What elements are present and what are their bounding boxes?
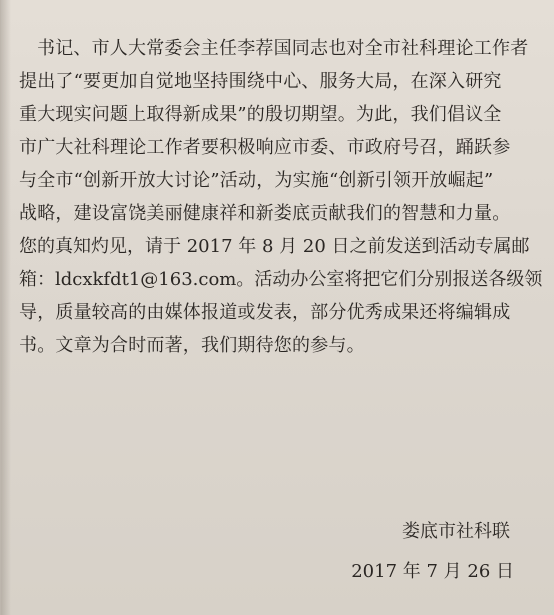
text-line: 战略，建设富饶美丽健康祥和新娄底贡献我们的智慧和力量。 xyxy=(19,203,511,224)
text-line: 箱：ldcxkfdt1@163.com。活动办公室将把它们分别报送各级领 xyxy=(19,269,543,290)
text-line: 您的真知灼见，请于 2017 年 8 月 20 日之前发送到活动专属邮 xyxy=(19,236,530,257)
text-line: 市广大社科理论工作者要积极响应市委、市政府号召，踊跃参 xyxy=(19,137,511,158)
text-line: 重大现实问题上取得新成果”的殷切期望。为此，我们倡议全 xyxy=(19,104,502,125)
text-line: 提出了“要更加自觉地坚持围绕中心、服务大局，在深入研究 xyxy=(19,71,502,92)
text-line: 书记、市人大常委会主任李荐国同志也对全市社科理论工作者 xyxy=(37,38,529,59)
signature-date: 2017 年 7 月 26 日 xyxy=(351,561,514,582)
text-line: 导，质量较高的由媒体报道或发表，部分优秀成果还将编辑成 xyxy=(19,302,511,323)
signature-block xyxy=(351,512,514,592)
page-shadow xyxy=(1,0,11,615)
text-line: 与全市“创新开放大讨论”活动，为实施“创新引领开放崛起” xyxy=(19,170,494,191)
signature-organization: 娄底市社科联 xyxy=(402,521,510,542)
text-line: 书。文章为合时而著，我们期待您的参与。 xyxy=(19,335,365,356)
body-text xyxy=(19,32,541,362)
